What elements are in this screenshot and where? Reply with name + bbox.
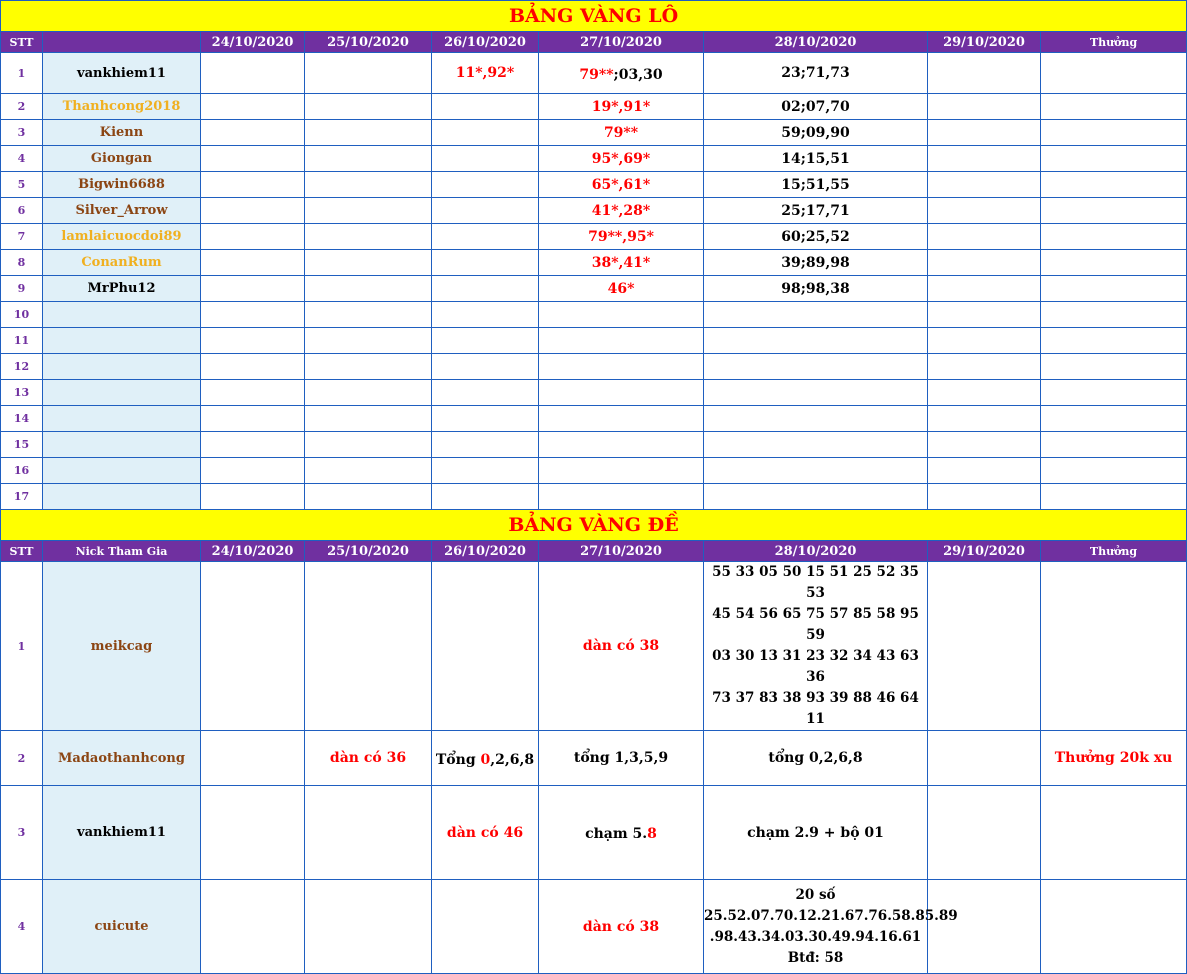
row-nick: Silver_Arrow [43, 198, 201, 224]
cell [704, 354, 928, 380]
row-nick [43, 354, 201, 380]
row-stt: 3 [1, 786, 43, 880]
row-stt: 2 [1, 94, 43, 120]
cell [305, 172, 432, 198]
row-stt: 5 [1, 172, 43, 198]
row-nick [43, 458, 201, 484]
cell [432, 146, 539, 172]
row-stt: 3 [1, 120, 43, 146]
cell [928, 120, 1041, 146]
table-row [1, 432, 1187, 458]
lo-header-row [1, 32, 1187, 53]
cell-d27: 65*,61* [539, 172, 704, 198]
cell-d25: dàn có 36 [305, 731, 432, 786]
row-stt: 15 [1, 432, 43, 458]
cell [928, 276, 1041, 302]
cell [928, 880, 1041, 974]
row-stt: 1 [1, 562, 43, 731]
table-row [1, 172, 1187, 198]
cell [305, 198, 432, 224]
cell [539, 458, 704, 484]
row-stt: 6 [1, 198, 43, 224]
d27-red: 8 [647, 826, 657, 842]
cell [1041, 53, 1187, 94]
row-nick [43, 406, 201, 432]
cell [704, 302, 928, 328]
row-nick: meikcag [43, 562, 201, 731]
header-stt: STT [1, 541, 43, 562]
cell [928, 328, 1041, 354]
cell [201, 484, 305, 510]
table-row [1, 731, 1187, 786]
cell [305, 276, 432, 302]
table-row [1, 146, 1187, 172]
cell [201, 250, 305, 276]
cell [201, 432, 305, 458]
cell-d28: 60;25,52 [704, 224, 928, 250]
cell [201, 458, 305, 484]
cell [704, 328, 928, 354]
table-row [1, 120, 1187, 146]
header-date: 25/10/2020 [305, 32, 432, 53]
cell [432, 302, 539, 328]
cell [928, 146, 1041, 172]
cell [928, 484, 1041, 510]
cell-d27: 19*,91* [539, 94, 704, 120]
header-nick [43, 32, 201, 53]
row-stt: 16 [1, 458, 43, 484]
cell-d28: 15;51,55 [704, 172, 928, 198]
table-row [1, 276, 1187, 302]
cell-d27: 41*,28* [539, 198, 704, 224]
table-row [1, 328, 1187, 354]
cell-d28: 23;71,73 [704, 53, 928, 94]
d28-line: .98.43.34.03.30.49.94.16.61 [709, 928, 922, 945]
row-nick [43, 302, 201, 328]
cell [201, 731, 305, 786]
cell [1041, 880, 1187, 974]
cell [305, 302, 432, 328]
cell [432, 380, 539, 406]
cell [201, 354, 305, 380]
cell [305, 224, 432, 250]
d26-red: 0 [480, 751, 491, 768]
d28-line: 03 30 13 31 23 32 34 43 63 36 [712, 648, 919, 685]
cell-d28 [704, 880, 958, 974]
cell [432, 432, 539, 458]
row-nick: ConanRum [43, 250, 201, 276]
row-nick [43, 328, 201, 354]
header-date: 24/10/2020 [201, 541, 305, 562]
cell [432, 880, 539, 974]
header-reward: Thưởng [1041, 541, 1187, 562]
cell [201, 120, 305, 146]
lo-title: BẢNG VÀNG LÔ [1, 1, 1187, 32]
cell [704, 406, 928, 432]
header-date: 24/10/2020 [201, 32, 305, 53]
cell-d28: chạm 2.9 + bộ 01 [704, 786, 928, 880]
cell [432, 354, 539, 380]
cell [432, 198, 539, 224]
cell [928, 354, 1041, 380]
cell [201, 406, 305, 432]
row-nick [43, 432, 201, 458]
cell [1041, 786, 1187, 880]
header-date: 27/10/2020 [539, 32, 704, 53]
cell [432, 562, 539, 731]
row-nick: vankhiem11 [43, 53, 201, 94]
row-nick: Kienn [43, 120, 201, 146]
table-row [1, 880, 1187, 974]
cell-reward: Thưởng 20k xu [1041, 731, 1187, 786]
d27-red: 79** [579, 66, 614, 83]
cell [432, 276, 539, 302]
cell [432, 172, 539, 198]
cell-d28: 39;89,98 [704, 250, 928, 276]
table-row [1, 302, 1187, 328]
cell [928, 731, 1041, 786]
cell [201, 786, 305, 880]
cell [928, 94, 1041, 120]
cell [305, 94, 432, 120]
cell [305, 120, 432, 146]
cell-d27: 46* [539, 276, 704, 302]
cell [1041, 250, 1187, 276]
row-stt: 2 [1, 731, 43, 786]
cell [305, 406, 432, 432]
row-stt: 9 [1, 276, 43, 302]
d28-line: 73 37 83 38 93 39 88 46 64 11 [712, 690, 919, 727]
table-row [1, 562, 1187, 731]
cell [201, 302, 305, 328]
table-row [1, 250, 1187, 276]
cell [1041, 172, 1187, 198]
row-nick [43, 380, 201, 406]
table-row [1, 198, 1187, 224]
cell-d26: dàn có 46 [432, 786, 539, 880]
header-stt: STT [1, 32, 43, 53]
header-date: 26/10/2020 [432, 32, 539, 53]
row-nick: lamlaicuocdoi89 [43, 224, 201, 250]
cell [539, 302, 704, 328]
d28-line: 20 số [795, 886, 836, 903]
cell [305, 880, 432, 974]
row-nick: Thanhcong2018 [43, 94, 201, 120]
row-nick: cuicute [43, 880, 201, 974]
row-stt: 8 [1, 250, 43, 276]
cell [1041, 276, 1187, 302]
cell [201, 146, 305, 172]
d27-black: chạm 5. [585, 826, 648, 842]
d26-rest: ,2,6,8 [490, 751, 535, 768]
cell [305, 380, 432, 406]
cell [1041, 562, 1187, 731]
cell [201, 328, 305, 354]
cell [928, 172, 1041, 198]
header-date: 29/10/2020 [928, 32, 1041, 53]
cell-d27: tổng 1,3,5,9 [539, 731, 704, 786]
header-date: 28/10/2020 [704, 541, 928, 562]
cell-d28: tổng 0,2,6,8 [704, 731, 928, 786]
cell [1041, 120, 1187, 146]
cell [305, 328, 432, 354]
row-stt: 4 [1, 880, 43, 974]
cell [201, 880, 305, 974]
row-stt: 4 [1, 146, 43, 172]
d26-black: Tổng [435, 751, 481, 768]
cell-d26: 11*,92* [432, 53, 539, 94]
cell-d28: 02;07,70 [704, 94, 928, 120]
header-nick: Nick Tham Gia [43, 541, 201, 562]
cell-d28: 25;17,71 [704, 198, 928, 224]
cell [1041, 354, 1187, 380]
cell [305, 250, 432, 276]
cell [1041, 328, 1187, 354]
cell [432, 120, 539, 146]
table-row [1, 458, 1187, 484]
cell [704, 484, 928, 510]
cell [928, 198, 1041, 224]
table-row [1, 94, 1187, 120]
cell [305, 432, 432, 458]
row-stt: 17 [1, 484, 43, 510]
row-stt: 11 [1, 328, 43, 354]
table-row [1, 406, 1187, 432]
header-date: 25/10/2020 [305, 541, 432, 562]
cell [432, 250, 539, 276]
cell-d27 [539, 786, 704, 880]
cell [432, 484, 539, 510]
row-nick: Madaothanhcong [43, 731, 201, 786]
header-date: 26/10/2020 [432, 541, 539, 562]
cell [928, 432, 1041, 458]
cell [305, 146, 432, 172]
cell [305, 484, 432, 510]
cell [928, 562, 1041, 731]
cell [704, 380, 928, 406]
cell [1041, 94, 1187, 120]
cell [201, 380, 305, 406]
cell [201, 276, 305, 302]
row-stt: 12 [1, 354, 43, 380]
de-title: BẢNG VÀNG ĐỀ [1, 510, 1187, 541]
row-stt: 7 [1, 224, 43, 250]
cell [432, 224, 539, 250]
d28-line: 25.52.07.70.12.21.67.76.58.85.89 [704, 907, 958, 924]
table-row [1, 380, 1187, 406]
de-header-row [1, 541, 1187, 562]
header-date: 29/10/2020 [928, 541, 1041, 562]
cell [201, 224, 305, 250]
cell-d26 [432, 731, 539, 786]
cell [539, 432, 704, 458]
cell [704, 458, 928, 484]
cell [1041, 198, 1187, 224]
cell [539, 406, 704, 432]
row-nick: Giongan [43, 146, 201, 172]
cell [201, 198, 305, 224]
cell [432, 94, 539, 120]
cell [201, 53, 305, 94]
cell [1041, 380, 1187, 406]
cell [432, 328, 539, 354]
cell-d27: 79**,95* [539, 224, 704, 250]
cell [1041, 484, 1187, 510]
cell-d27: dàn có 38 [539, 880, 704, 974]
cell-d28: 98;98,38 [704, 276, 928, 302]
cell-d27: dàn có 38 [539, 562, 704, 731]
cell [928, 406, 1041, 432]
cell [201, 172, 305, 198]
header-reward: Thưởng [1041, 32, 1187, 53]
row-stt: 1 [1, 53, 43, 94]
cell [928, 302, 1041, 328]
cell [928, 53, 1041, 94]
row-nick [43, 484, 201, 510]
table-row [1, 484, 1187, 510]
cell [539, 328, 704, 354]
cell [1041, 432, 1187, 458]
cell [928, 786, 1041, 880]
cell [305, 786, 432, 880]
cell [305, 354, 432, 380]
cell [539, 380, 704, 406]
cell [1041, 146, 1187, 172]
table-row [1, 354, 1187, 380]
cell-d27: 38*,41* [539, 250, 704, 276]
cell [432, 406, 539, 432]
d28-line: 55 33 05 50 15 51 25 52 35 53 [712, 564, 919, 601]
cell [201, 562, 305, 731]
cell-d28: 14;15,51 [704, 146, 928, 172]
table-row [1, 786, 1187, 880]
cell [928, 458, 1041, 484]
de-table [0, 509, 1187, 974]
cell [1041, 224, 1187, 250]
table-row [1, 53, 1187, 94]
row-nick: vankhiem11 [43, 786, 201, 880]
header-date: 27/10/2020 [539, 541, 704, 562]
d27-black: ;03,30 [613, 66, 663, 83]
cell-d27: 95*,69* [539, 146, 704, 172]
row-nick: MrPhu12 [43, 276, 201, 302]
cell [432, 458, 539, 484]
cell-d28 [704, 562, 928, 731]
cell [201, 94, 305, 120]
cell [305, 458, 432, 484]
cell [928, 224, 1041, 250]
cell [928, 380, 1041, 406]
cell [539, 484, 704, 510]
cell [1041, 302, 1187, 328]
cell-d27 [539, 53, 704, 94]
row-stt: 10 [1, 302, 43, 328]
header-date: 28/10/2020 [704, 32, 928, 53]
row-nick: Bigwin6688 [43, 172, 201, 198]
row-stt: 14 [1, 406, 43, 432]
cell [1041, 406, 1187, 432]
cell [704, 432, 928, 458]
table-row [1, 224, 1187, 250]
cell [928, 250, 1041, 276]
cell [305, 53, 432, 94]
d28-line: Btđ: 58 [787, 949, 844, 966]
row-stt: 13 [1, 380, 43, 406]
cell-d27: 79** [539, 120, 704, 146]
cell [1041, 458, 1187, 484]
d28-line: 45 54 56 65 75 57 85 58 95 59 [712, 606, 919, 643]
cell [539, 354, 704, 380]
cell-d28: 59;09,90 [704, 120, 928, 146]
cell [305, 562, 432, 731]
